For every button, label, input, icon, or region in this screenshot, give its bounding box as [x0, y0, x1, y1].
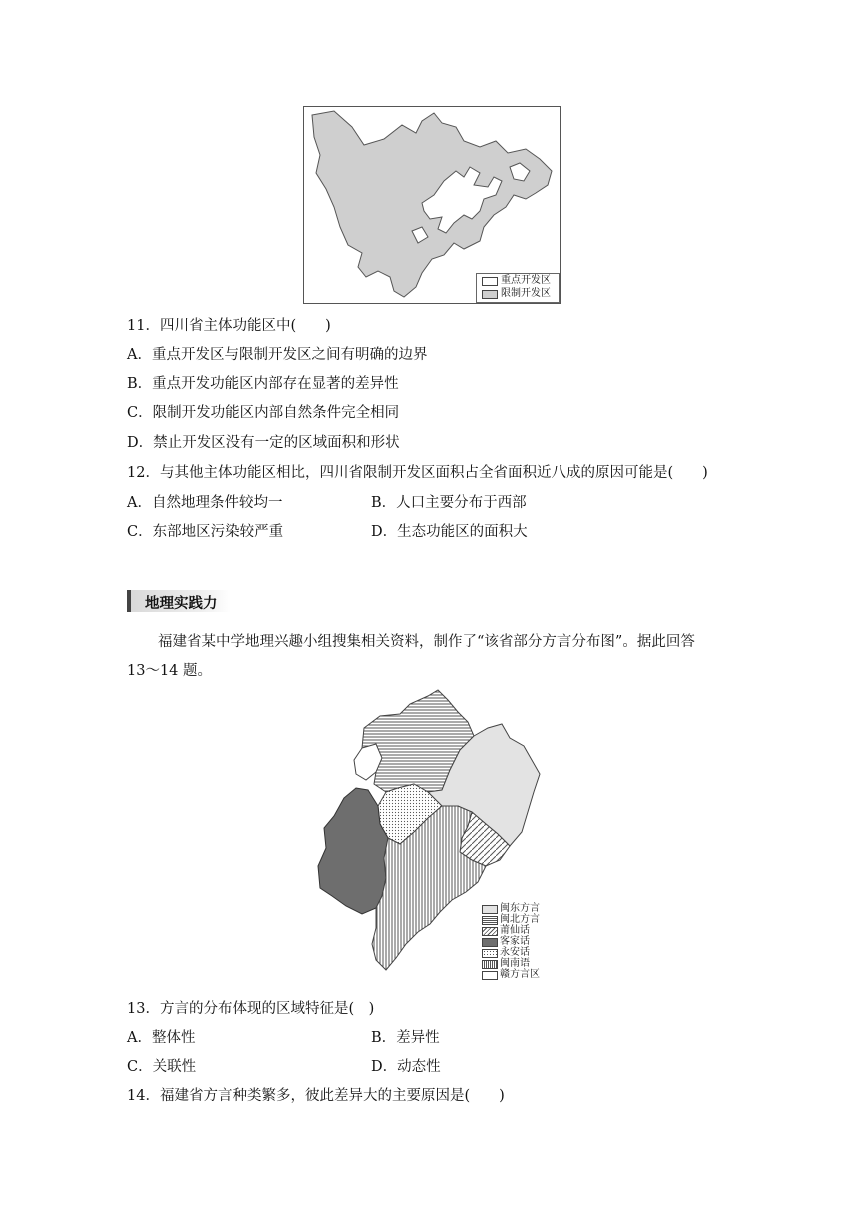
legend-label-puxian: 莆仙话: [500, 925, 530, 936]
legend-label-key: 重点开发区: [501, 275, 551, 286]
q13-option-b: B．差异性: [371, 1030, 440, 1046]
section-header-bar: [127, 590, 131, 612]
q13-option-c: C．关联性: [127, 1059, 197, 1075]
q12-option-a: A．自然地理条件较均一: [127, 495, 283, 511]
legend-swatch-minnan: [482, 960, 498, 969]
legend-swatch-key: [482, 277, 498, 286]
sichuan-zone-map: [303, 106, 561, 304]
legend-swatch-kejia: [482, 938, 498, 947]
q12-stem: 12．与其他主体功能区相比，四川省限制开发区面积占全省面积近八成的原因可能是( ): [127, 465, 708, 481]
section-header: [127, 590, 231, 612]
legend-label-gan: 赣方言区: [500, 969, 540, 980]
intro-line-1: 福建省某中学地理兴趣小组搜集相关资料，制作了“该省部分方言分布图”。据此回答: [158, 634, 695, 650]
q13-option-d: D．动态性: [371, 1059, 441, 1075]
kejia-region: [318, 788, 388, 914]
legend-label-minnan: 闽南语: [500, 958, 530, 969]
q14-stem: 14．福建省方言种类繁多，彼此差异大的主要原因是( ): [127, 1088, 505, 1104]
legend-swatch-puxian: [482, 927, 498, 936]
legend-label-yongan: 永安话: [500, 947, 530, 958]
map2-legend: [480, 902, 550, 984]
map1-legend: [476, 273, 560, 303]
q13-option-a: A．整体性: [127, 1030, 196, 1046]
q11-stem: 11．四川省主体功能区中( ): [127, 318, 331, 334]
q11-option-c: C．限制开发功能区内部自然条件完全相同: [127, 405, 400, 421]
legend-swatch-minbei: [482, 916, 498, 925]
legend-swatch-mindong: [482, 905, 498, 914]
legend-swatch-restricted: [482, 290, 498, 299]
intro-line-2: 13～14 题。: [127, 663, 213, 679]
q11-option-b: B．重点开发功能区内部存在显著的差异性: [127, 376, 399, 392]
legend-label-mindong: 闽东方言: [500, 903, 540, 914]
q12-option-d: D．生态功能区的面积大: [371, 524, 528, 540]
legend-swatch-gan: [482, 971, 498, 980]
legend-swatch-yongan: [482, 949, 498, 958]
fujian-dialect-map: [310, 688, 550, 986]
legend-label-restricted: 限制开发区: [501, 288, 551, 299]
q11-option-d: D．禁止开发区没有一定的区域面积和形状: [127, 435, 400, 451]
q11-option-a: A．重点开发区与限制开发区之间有明确的边界: [127, 347, 428, 363]
section-title: 地理实践力: [145, 596, 218, 612]
q12-option-b: B．人口主要分布于西部: [371, 495, 527, 511]
q13-stem: 13．方言的分布体现的区域特征是( ): [127, 1001, 375, 1017]
legend-label-minbei: 闽北方言: [500, 914, 540, 925]
q12-option-c: C．东部地区污染较严重: [127, 524, 284, 540]
legend-label-kejia: 客家话: [500, 936, 530, 947]
